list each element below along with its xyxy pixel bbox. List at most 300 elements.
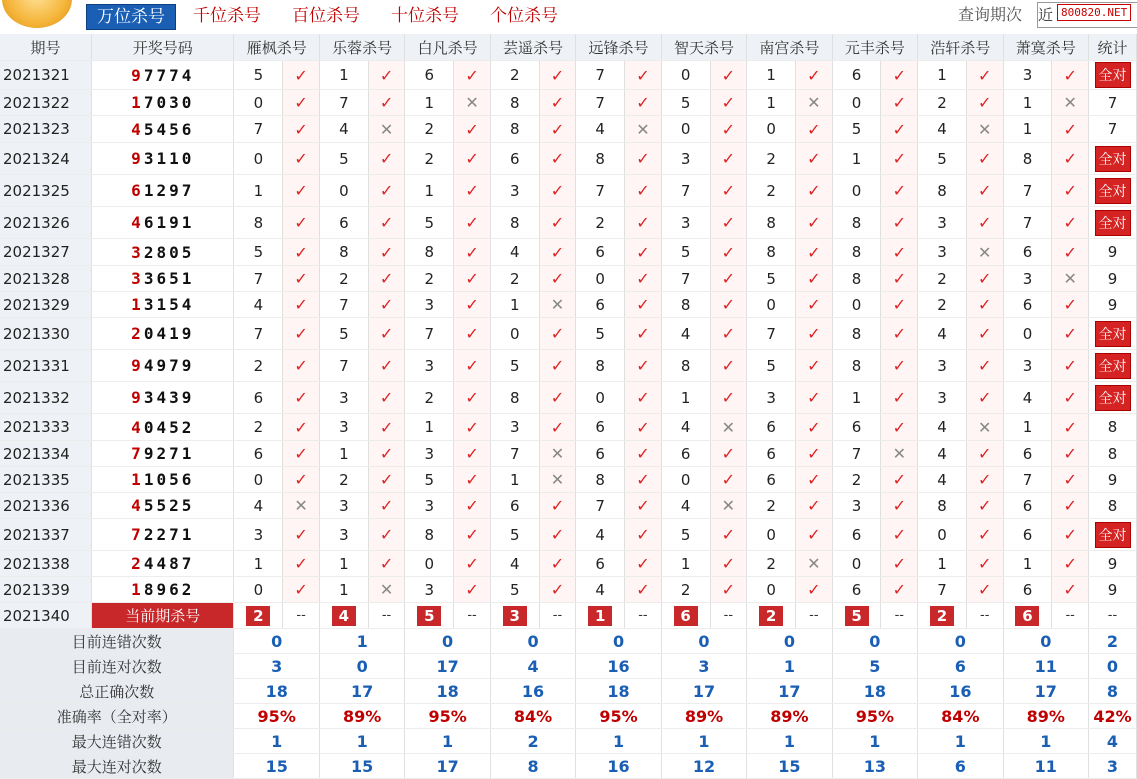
- all-correct-badge: 全对: [1095, 353, 1131, 379]
- draw-rest-digits: 4979: [143, 356, 195, 375]
- summary-value: 1: [832, 729, 917, 754]
- current-dash: --: [1052, 603, 1089, 629]
- check-icon: ✓: [710, 519, 747, 551]
- check-icon: ✓: [1052, 382, 1089, 414]
- draw-number-cell: [92, 116, 234, 143]
- kill-number-cell: 7: [405, 318, 454, 350]
- kill-number-cell: 8: [832, 239, 881, 266]
- check-icon: ✓: [368, 414, 405, 441]
- kill-number-cell: 1: [918, 551, 967, 577]
- check-icon: ✓: [454, 350, 491, 382]
- kill-number-cell: 0: [661, 467, 710, 493]
- check-icon: ✓: [881, 61, 918, 90]
- check-icon: ✓: [881, 382, 918, 414]
- header-stat: 统计: [1089, 34, 1137, 61]
- period-cell: 2021337: [0, 519, 92, 551]
- header-predictor: 元丰杀号: [832, 34, 917, 61]
- check-icon: ✓: [625, 61, 662, 90]
- check-icon: ✓: [283, 116, 320, 143]
- draw-first-digit: 4: [131, 119, 144, 139]
- check-icon: ✓: [539, 239, 576, 266]
- tab-qian[interactable]: 千位杀号: [193, 6, 261, 26]
- check-icon: ✓: [966, 292, 1003, 318]
- current-kill-badge: 4: [332, 606, 356, 626]
- table-header-row: [0, 34, 1137, 61]
- check-icon: ✓: [539, 382, 576, 414]
- query-value: 近: [1038, 6, 1054, 24]
- kill-number-cell: 8: [490, 116, 539, 143]
- check-icon: ✓: [796, 441, 833, 467]
- cross-icon: ✕: [368, 116, 405, 143]
- cross-icon: ✕: [454, 90, 491, 116]
- summary-row: [0, 704, 1137, 729]
- check-icon: ✓: [796, 116, 833, 143]
- draw-rest-digits: 7774: [143, 65, 195, 85]
- summary-row: [0, 629, 1137, 654]
- kill-number-cell: 5: [234, 61, 283, 90]
- kill-number-cell: 1: [405, 90, 454, 116]
- summary-value: 15: [234, 754, 319, 779]
- summary-value: 3: [234, 654, 319, 679]
- kill-number-cell: 5: [747, 266, 796, 292]
- kill-number-cell: 8: [576, 467, 625, 493]
- kill-number-cell: 2: [747, 143, 796, 175]
- current-kill-cell: [832, 603, 881, 629]
- draw-number-cell: [92, 441, 234, 467]
- current-dash: --: [454, 603, 491, 629]
- draw-rest-digits: 3651: [143, 269, 195, 288]
- table-row: [0, 292, 1137, 318]
- check-icon: ✓: [368, 143, 405, 175]
- kill-number-cell: 2: [576, 207, 625, 239]
- check-icon: ✓: [881, 90, 918, 116]
- kill-number-cell: 2: [405, 116, 454, 143]
- header-predictor: 智天杀号: [661, 34, 746, 61]
- kill-number-cell: 8: [832, 266, 881, 292]
- kill-number-cell: 0: [832, 551, 881, 577]
- check-icon: ✓: [539, 90, 576, 116]
- summary-value: 1: [319, 729, 404, 754]
- kill-number-cell: 3: [1003, 61, 1052, 90]
- kill-number-cell: 3: [319, 414, 368, 441]
- check-icon: ✓: [881, 318, 918, 350]
- kill-number-cell: 6: [576, 292, 625, 318]
- period-cell: 2021336: [0, 493, 92, 519]
- kill-number-cell: 7: [234, 116, 283, 143]
- summary-value: 1: [319, 629, 404, 654]
- check-icon: ✓: [539, 493, 576, 519]
- kill-number-cell: 3: [319, 519, 368, 551]
- period-cell: 2021327: [0, 239, 92, 266]
- check-icon: ✓: [966, 467, 1003, 493]
- kill-number-cell: 2: [490, 61, 539, 90]
- period-cell: 2021332: [0, 382, 92, 414]
- kill-number-cell: 8: [319, 239, 368, 266]
- period-cell: 2021338: [0, 551, 92, 577]
- current-kill-cell: [490, 603, 539, 629]
- table-row: [0, 382, 1137, 414]
- kill-number-cell: 0: [576, 382, 625, 414]
- kill-number-cell: 7: [319, 90, 368, 116]
- check-icon: ✓: [625, 414, 662, 441]
- check-icon: ✓: [625, 467, 662, 493]
- kill-number-cell: 1: [234, 551, 283, 577]
- check-icon: ✓: [796, 577, 833, 603]
- draw-number-cell: [92, 551, 234, 577]
- stat-cell: 9: [1089, 577, 1137, 603]
- kill-number-cell: 2: [832, 467, 881, 493]
- kill-number-cell: 6: [234, 382, 283, 414]
- summary-value: 17: [747, 679, 832, 704]
- check-icon: ✓: [368, 318, 405, 350]
- kill-number-cell: 0: [234, 577, 283, 603]
- kill-number-cell: 7: [1003, 207, 1052, 239]
- check-icon: ✓: [966, 551, 1003, 577]
- check-icon: ✓: [625, 175, 662, 207]
- kill-number-cell: 3: [319, 382, 368, 414]
- summary-value: 11: [1003, 754, 1088, 779]
- kill-number-cell: 5: [918, 143, 967, 175]
- summary-value: 16: [576, 654, 661, 679]
- kill-number-cell: 8: [405, 239, 454, 266]
- check-icon: ✓: [368, 350, 405, 382]
- table-row: [0, 266, 1137, 292]
- tab-ge[interactable]: 个位杀号: [490, 6, 558, 26]
- check-icon: ✓: [710, 116, 747, 143]
- kill-number-cell: 4: [661, 414, 710, 441]
- table-row: [0, 551, 1137, 577]
- kill-number-cell: 8: [918, 175, 967, 207]
- kill-number-cell: 5: [490, 350, 539, 382]
- check-icon: ✓: [796, 207, 833, 239]
- cross-icon: ✕: [966, 116, 1003, 143]
- kill-number-cell: 7: [576, 90, 625, 116]
- kill-number-cell: 6: [1003, 577, 1052, 603]
- kill-number-cell: 0: [747, 292, 796, 318]
- draw-first-digit: 1: [131, 470, 144, 489]
- draw-first-digit: 9: [131, 149, 144, 168]
- current-kill-cell: [234, 603, 283, 629]
- draw-rest-digits: 4487: [143, 554, 195, 573]
- summary-value: 89%: [747, 704, 832, 729]
- check-icon: ✓: [454, 61, 491, 90]
- check-icon: ✓: [1052, 116, 1089, 143]
- kill-number-cell: 3: [405, 350, 454, 382]
- all-correct-badge: 全对: [1095, 146, 1131, 172]
- summary-value: 1: [1003, 729, 1088, 754]
- kill-number-cell: 2: [319, 467, 368, 493]
- period-cell: 2021329: [0, 292, 92, 318]
- table-row: [0, 116, 1137, 143]
- summary-row: [0, 654, 1137, 679]
- summary-value: 0: [319, 654, 404, 679]
- kill-number-cell: 1: [661, 551, 710, 577]
- kill-number-cell: 0: [747, 577, 796, 603]
- current-kill-badge: 3: [503, 606, 527, 626]
- kill-number-cell: 4: [661, 318, 710, 350]
- kill-number-cell: 4: [490, 551, 539, 577]
- draw-number-cell: [92, 292, 234, 318]
- kill-number-cell: 3: [319, 493, 368, 519]
- period-cell: 2021325: [0, 175, 92, 207]
- draw-rest-digits: 2805: [143, 242, 195, 262]
- check-icon: ✓: [1052, 577, 1089, 603]
- header-predictor: 雁枫杀号: [234, 34, 319, 61]
- kill-number-cell: 3: [234, 519, 283, 551]
- check-icon: ✓: [1052, 207, 1089, 239]
- summary-value: 18: [576, 679, 661, 704]
- check-icon: ✓: [368, 292, 405, 318]
- check-icon: ✓: [625, 318, 662, 350]
- summary-value: 0: [576, 629, 661, 654]
- tab-shi[interactable]: 十位杀号: [391, 6, 459, 26]
- check-icon: ✓: [1052, 519, 1089, 551]
- table-row: [0, 467, 1137, 493]
- check-icon: ✓: [454, 175, 491, 207]
- current-kill-cell: [576, 603, 625, 629]
- kill-number-cell: 5: [661, 519, 710, 551]
- kill-number-cell: 4: [918, 116, 967, 143]
- summary-value: 84%: [918, 704, 1003, 729]
- kill-number-cell: 0: [234, 143, 283, 175]
- table-row: [0, 318, 1137, 350]
- kill-number-cell: 0: [661, 116, 710, 143]
- kill-number-cell: 1: [1003, 116, 1052, 143]
- check-icon: ✓: [283, 519, 320, 551]
- stat-cell: 9: [1089, 266, 1137, 292]
- summary-row: [0, 729, 1137, 754]
- draw-number-cell: [92, 266, 234, 292]
- kill-number-cell: 0: [405, 551, 454, 577]
- check-icon: ✓: [625, 519, 662, 551]
- check-icon: ✓: [625, 292, 662, 318]
- check-icon: ✓: [966, 577, 1003, 603]
- kill-number-cell: 1: [319, 577, 368, 603]
- check-icon: ✓: [368, 175, 405, 207]
- check-icon: ✓: [1052, 175, 1089, 207]
- draw-first-digit: 2: [131, 324, 144, 343]
- summary-value: 2: [490, 729, 575, 754]
- kill-number-cell: 7: [319, 350, 368, 382]
- check-icon: ✓: [283, 90, 320, 116]
- summary-value: 6: [918, 754, 1003, 779]
- kill-number-cell: 2: [918, 90, 967, 116]
- summary-value: 17: [319, 679, 404, 704]
- check-icon: ✓: [539, 175, 576, 207]
- draw-rest-digits: 2271: [143, 525, 195, 544]
- check-icon: ✓: [368, 441, 405, 467]
- current-kill-label: 当前期杀号: [92, 603, 234, 629]
- stat-cell: [1089, 61, 1137, 90]
- kill-number-cell: 3: [747, 382, 796, 414]
- check-icon: ✓: [1052, 143, 1089, 175]
- cross-icon: ✕: [539, 467, 576, 493]
- check-icon: ✓: [966, 519, 1003, 551]
- kill-number-cell: 7: [918, 577, 967, 603]
- summary-value: 15: [747, 754, 832, 779]
- draw-first-digit: 4: [131, 417, 144, 437]
- summary-stat-value: 8: [1089, 679, 1137, 704]
- draw-rest-digits: 3439: [143, 388, 195, 407]
- summary-value: 0: [832, 629, 917, 654]
- check-icon: ✓: [283, 143, 320, 175]
- check-icon: ✓: [454, 318, 491, 350]
- summary-label: 最大连对次数: [0, 754, 234, 779]
- stat-cell: 8: [1089, 441, 1137, 467]
- header-predictor: 乐蓉杀号: [319, 34, 404, 61]
- current-dash: --: [796, 603, 833, 629]
- draw-number-cell: [92, 239, 234, 266]
- check-icon: ✓: [710, 318, 747, 350]
- check-icon: ✓: [966, 382, 1003, 414]
- check-icon: ✓: [454, 143, 491, 175]
- kill-number-cell: 8: [405, 519, 454, 551]
- check-icon: ✓: [539, 143, 576, 175]
- current-kill-badge: 5: [845, 606, 869, 626]
- check-icon: ✓: [283, 441, 320, 467]
- stat-cell: 7: [1089, 90, 1137, 116]
- check-icon: ✓: [710, 90, 747, 116]
- summary-value: 0: [490, 629, 575, 654]
- summary-value: 0: [405, 629, 490, 654]
- check-icon: ✓: [710, 61, 747, 90]
- draw-rest-digits: 0419: [143, 324, 195, 343]
- kill-number-cell: 4: [661, 493, 710, 519]
- current-period-cell: 2021340: [0, 603, 92, 629]
- check-icon: ✓: [710, 577, 747, 603]
- kill-number-cell: 8: [661, 292, 710, 318]
- summary-row: [0, 679, 1137, 704]
- kill-number-cell: 8: [490, 382, 539, 414]
- kill-number-cell: 3: [918, 207, 967, 239]
- table-row: [0, 90, 1137, 116]
- check-icon: ✓: [283, 577, 320, 603]
- check-icon: ✓: [710, 350, 747, 382]
- draw-rest-digits: 6191: [143, 213, 195, 232]
- check-icon: ✓: [881, 519, 918, 551]
- kill-number-cell: 0: [747, 116, 796, 143]
- kill-number-cell: 3: [490, 414, 539, 441]
- summary-value: 17: [1003, 679, 1088, 704]
- kill-number-cell: 0: [1003, 318, 1052, 350]
- summary-value: 1: [234, 729, 319, 754]
- kill-number-cell: 3: [918, 382, 967, 414]
- check-icon: ✓: [454, 116, 491, 143]
- kill-number-cell: 6: [576, 441, 625, 467]
- kill-number-cell: 1: [319, 61, 368, 90]
- check-icon: ✓: [966, 350, 1003, 382]
- summary-value: 5: [832, 654, 917, 679]
- summary-value: 1: [576, 729, 661, 754]
- summary-value: 0: [747, 629, 832, 654]
- table-row: [0, 519, 1137, 551]
- current-dash: --: [881, 603, 918, 629]
- current-kill-cell: [661, 603, 710, 629]
- current-kill-badge: 6: [1015, 606, 1039, 626]
- kill-number-cell: 5: [576, 318, 625, 350]
- check-icon: ✓: [283, 350, 320, 382]
- check-icon: ✓: [966, 493, 1003, 519]
- draw-first-digit: 2: [131, 554, 144, 573]
- check-icon: ✓: [1052, 350, 1089, 382]
- kill-number-cell: 0: [832, 175, 881, 207]
- check-icon: ✓: [283, 318, 320, 350]
- check-icon: ✓: [881, 467, 918, 493]
- kill-number-cell: 6: [576, 551, 625, 577]
- kill-number-cell: 2: [319, 266, 368, 292]
- check-icon: ✓: [454, 382, 491, 414]
- summary-value: 4: [490, 654, 575, 679]
- cross-icon: ✕: [710, 493, 747, 519]
- kill-number-cell: 2: [661, 577, 710, 603]
- kill-number-cell: 1: [747, 90, 796, 116]
- check-icon: ✓: [454, 551, 491, 577]
- kill-number-cell: 1: [405, 414, 454, 441]
- kill-number-cell: 0: [319, 175, 368, 207]
- check-icon: ✓: [710, 143, 747, 175]
- check-icon: ✓: [539, 61, 576, 90]
- kill-number-cell: 7: [576, 175, 625, 207]
- period-cell: 2021326: [0, 207, 92, 239]
- kill-number-cell: 6: [319, 207, 368, 239]
- kill-number-cell: 3: [405, 577, 454, 603]
- check-icon: ✓: [283, 414, 320, 441]
- cross-icon: ✕: [1052, 266, 1089, 292]
- kill-number-cell: 4: [576, 577, 625, 603]
- kill-number-cell: 8: [576, 350, 625, 382]
- current-kill-badge: 2: [759, 606, 783, 626]
- kill-number-cell: 2: [747, 493, 796, 519]
- summary-value: 0: [918, 629, 1003, 654]
- tab-bai[interactable]: 百位杀号: [292, 6, 360, 26]
- current-kill-cell: [918, 603, 967, 629]
- kill-number-cell: 6: [661, 441, 710, 467]
- period-cell: 2021333: [0, 414, 92, 441]
- check-icon: ✓: [454, 207, 491, 239]
- stat-cell: 8: [1089, 414, 1137, 441]
- kill-number-cell: 8: [234, 207, 283, 239]
- kill-number-cell: 4: [490, 239, 539, 266]
- period-cell: 2021323: [0, 116, 92, 143]
- kill-number-cell: 1: [1003, 551, 1052, 577]
- draw-first-digit: 1: [131, 295, 144, 314]
- check-icon: ✓: [966, 61, 1003, 90]
- check-icon: ✓: [454, 292, 491, 318]
- draw-number-cell: [92, 90, 234, 116]
- table-row: [0, 350, 1137, 382]
- check-icon: ✓: [796, 350, 833, 382]
- kill-number-cell: 0: [234, 467, 283, 493]
- kill-number-cell: 8: [661, 350, 710, 382]
- kill-number-cell: 5: [661, 239, 710, 266]
- check-icon: ✓: [1052, 493, 1089, 519]
- draw-number-cell: [92, 467, 234, 493]
- check-icon: ✓: [1052, 441, 1089, 467]
- kill-number-cell: 6: [747, 414, 796, 441]
- all-correct-badge: 全对: [1095, 522, 1131, 548]
- kill-number-cell: 4: [319, 116, 368, 143]
- tab-wan[interactable]: 万位杀号: [86, 4, 176, 30]
- kill-number-cell: 3: [405, 493, 454, 519]
- stat-cell: 8: [1089, 493, 1137, 519]
- stat-cell: [1089, 519, 1137, 551]
- check-icon: ✓: [625, 266, 662, 292]
- summary-value: 1: [747, 654, 832, 679]
- summary-stat-value: 3: [1089, 754, 1137, 779]
- draw-rest-digits: 3154: [143, 295, 195, 314]
- table-row: [0, 143, 1137, 175]
- kill-number-cell: 2: [234, 414, 283, 441]
